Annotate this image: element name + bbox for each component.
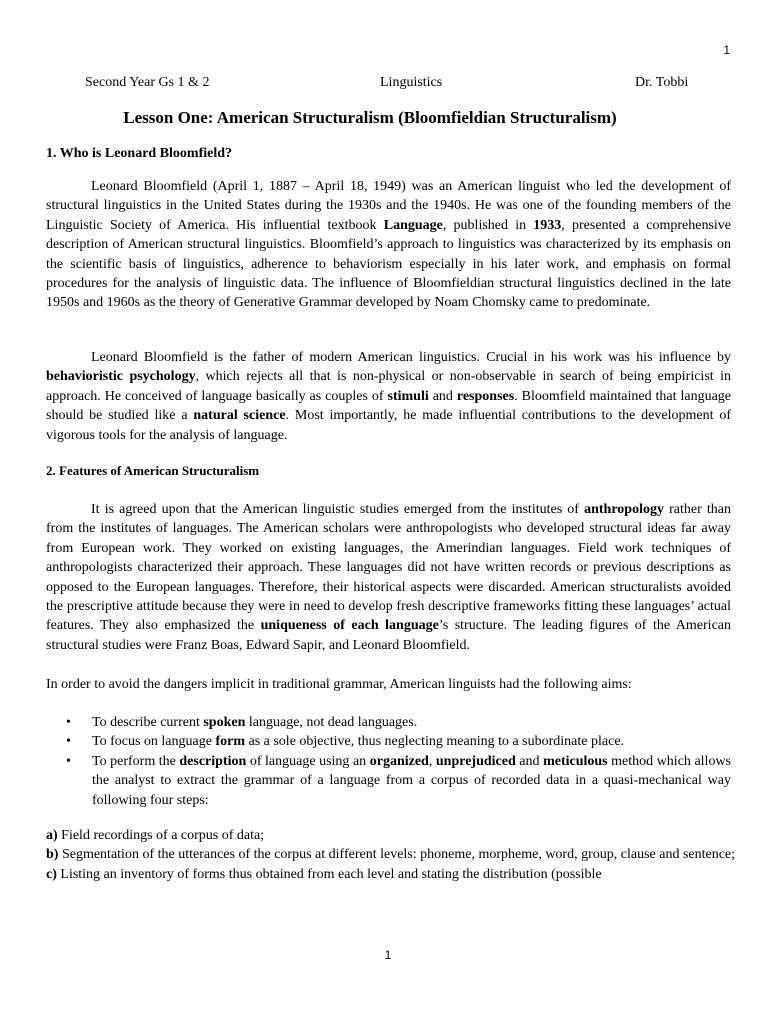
paragraph-bloomfield-bio: Leonard Bloomfield (April 1, 1887 – April 18, 1949) was an American linguist who led the development of structural linguistics in the United States during the 1930s and the 1940s. He was one of the founding members of the Linguistic Society of America. His influential textbook Language, published in 1933, presented a comprehensive description of American structural linguistics. Bloomfield’s approach to linguistics was characterized by its emphasis on the scientific basis of linguistics, adherence to behaviorism especially in his later work, and emphasis on formal procedures for the analysis of linguistic data. The influence of Bloomfieldian structural linguistics declined in the late 1950s and 1960s as the theory of Generative Grammar developed by Noam Chomsky came to predominate.	[46, 179, 731, 311]
bullet-icon: •	[66, 734, 71, 750]
header-subject: Linguistics	[380, 75, 443, 90]
list-item: • To perform the description of language using an organized, unprejudiced and meticulous method which allows the analyst to extract the grammar of a language from a corpus of recorded data in a quasi-mechanical way following four steps:	[66, 753, 732, 808]
list-item: a) Field recordings of a corpus of data;	[46, 828, 265, 843]
list-item: b) Segmentation of the utterances of the corpus at different levels: phoneme, morpheme, word, group, clause and sentence;	[46, 847, 736, 863]
list-item: • To describe current spoken language, not dead languages.	[46, 713, 731, 732]
paragraph-bloomfield-behaviorism: Leonard Bloomfield is the father of modern American linguistics. Crucial in his work was his influence by behavioristic psychology, which rejects all that is non-physical or non-observable in search of being empiricist in approach. He conceived of language basically as couples of stimuli and responses. Bloomfield maintained that language should be studied like a natural science. Most importantly, he made influential contributions to the development of vigorous tools for the analysis of language.	[46, 350, 732, 443]
page-number-top: 1	[723, 43, 730, 57]
section-heading-features: 2. Features of American Structuralism	[46, 463, 260, 478]
analysis-steps	[46, 826, 736, 884]
header-course: Second Year Gs 1 & 2	[85, 75, 210, 90]
bullet-icon: •	[66, 715, 71, 730]
paragraph-features: It is agreed upon that the American linguistic studies emerged from the institutes of anthropology rather than from the institutes of languages. The American scholars were anthropologists who developed structural ideas far away from European work. They worked on existing languages, the Amerindian languages. Field work techniques of anthropologists characterized their approach. These languages did not have written records or previous descriptions as opposed to the European languages. Therefore, their historical aspects were discarded. American structuralists avoided the prescriptive attitude because they were in need to develop fresh descriptive frameworks fitting these languages’ actual features. They also emphasized the uniqueness of each language’s structure. The leading figures of the American structural studies were Franz Boas, Edward Sapir, and Leonard Bloomfield.	[46, 502, 732, 653]
aims-intro: In order to avoid the dangers implicit in traditional grammar, American linguists had the following aims:	[46, 677, 632, 692]
bullet-icon: •	[66, 753, 71, 769]
page-number-bottom: 1	[384, 948, 392, 962]
section-heading-bloomfield: 1. Who is Leonard Bloomfield?	[46, 146, 233, 161]
lesson-title: Lesson One: American Structuralism (Bloomfieldian Structuralism)	[123, 108, 617, 127]
list-item: • To focus on language form as a sole objective, thus neglecting meaning to a subordinate place.	[46, 732, 731, 751]
header-teacher: Dr. Tobbi	[635, 75, 689, 90]
aims-list	[46, 713, 731, 810]
list-item: c) Listing an inventory of forms thus obtained from each level and stating the distribution (possible	[46, 866, 602, 882]
